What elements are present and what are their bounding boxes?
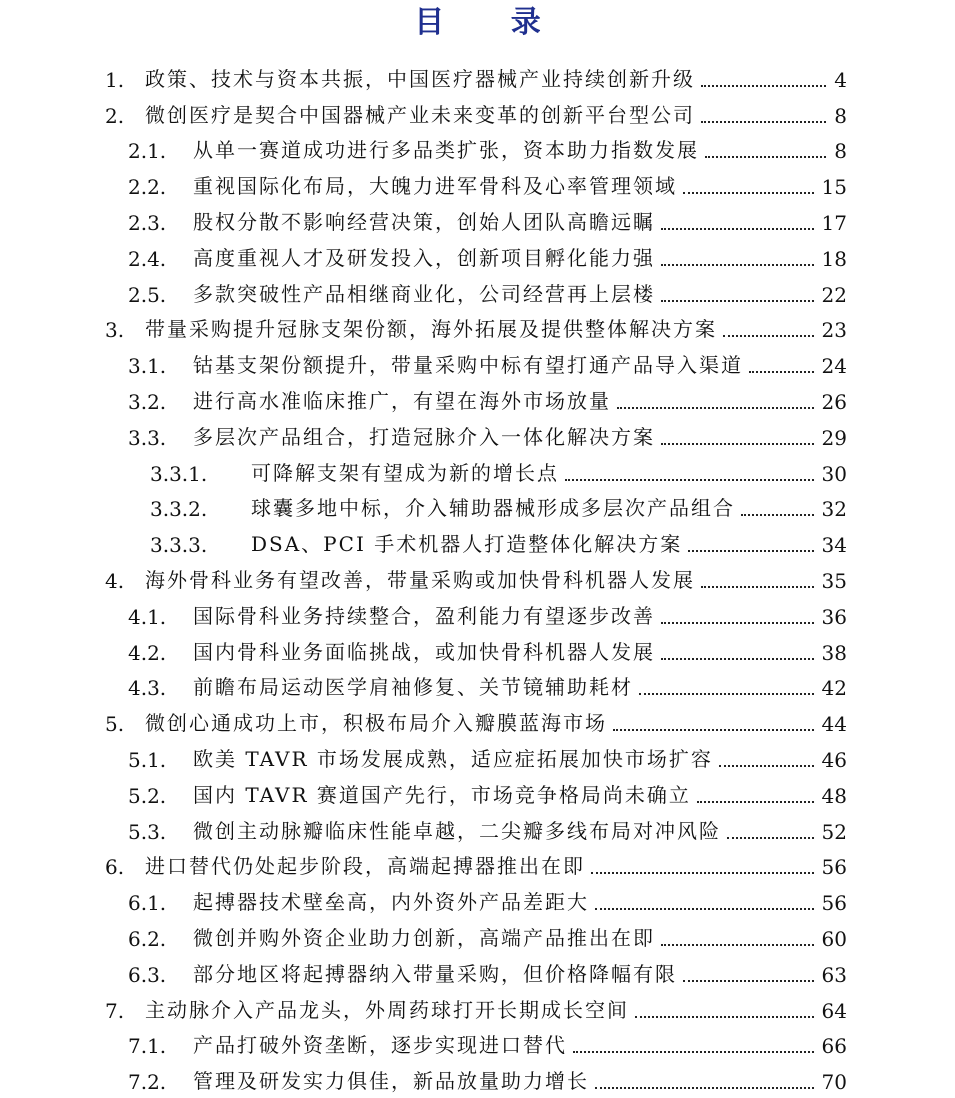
page-title: 目 录: [414, 5, 569, 40]
dot-leader: [617, 407, 814, 409]
toc-entry-number: 6.2.: [128, 926, 167, 951]
toc-entry[interactable]: [0, 1027, 955, 1063]
toc-entry-page: 35: [821, 568, 847, 593]
toc-entry-number: 7.1.: [128, 1034, 167, 1059]
toc-entry-title: 进口替代仍处起步阶段，高端起搏器推出在即: [145, 854, 585, 879]
toc-entry[interactable]: [0, 311, 955, 347]
toc-entry[interactable]: [0, 991, 955, 1027]
toc-entry-title: 微创医疗是契合中国器械产业未来变革的创新平台型公司: [145, 102, 695, 127]
toc-entry-number: 3.3.: [128, 425, 167, 450]
toc-entry-body: [193, 600, 820, 629]
toc-entry[interactable]: [0, 812, 955, 848]
toc-entry-body: [145, 994, 820, 1023]
dot-leader: [573, 1051, 814, 1053]
toc-entry-title: 多款突破性产品相继商业化，公司经营再上层楼: [193, 281, 655, 306]
toc-entry-body: [193, 170, 820, 199]
toc-entry-number: 2.4.: [128, 246, 167, 271]
toc-entry-page: 56: [821, 855, 847, 880]
toc-entry-body: [251, 457, 820, 486]
toc-entry-body: [193, 636, 820, 665]
toc-entry-number: 5.1.: [128, 747, 167, 772]
dot-leader: [683, 980, 814, 982]
toc-entry-number: 6.: [105, 855, 125, 880]
toc-entry-title: DSA、PCI 手术机器人打造整体化解决方案: [251, 532, 683, 557]
toc-entry-title: 部分地区将起搏器纳入带量采购，但价格降幅有限: [193, 961, 677, 986]
toc-entry-body: [193, 815, 820, 844]
toc-entry-page: 32: [821, 497, 847, 522]
toc-entry-page: 15: [821, 175, 847, 200]
toc-entry-body: [193, 421, 820, 450]
dot-leader: [635, 1016, 814, 1018]
toc-entry[interactable]: [0, 275, 955, 311]
toc-entry-title: 政策、技术与资本共振，中国医疗器械产业持续创新升级: [145, 66, 695, 91]
toc-entry-title: 高度重视人才及研发投入，创新项目孵化能力强: [193, 245, 655, 270]
toc-entry-body: [193, 385, 820, 414]
toc-entry-body: [193, 134, 832, 163]
toc-entry[interactable]: [0, 96, 955, 132]
toc-entry-number: 2.3.: [128, 210, 167, 235]
toc-entry-title: 主动脉介入产品龙头，外周药球打开长期成长空间: [145, 997, 629, 1022]
toc-entry-page: 70: [821, 1070, 847, 1095]
toc-entry-number: 4.3.: [128, 676, 167, 701]
toc-entry[interactable]: [0, 776, 955, 812]
dot-leader: [741, 514, 814, 516]
toc-entry[interactable]: [0, 454, 955, 490]
toc-entry-page: 24: [821, 354, 847, 379]
toc-entry-body: [193, 278, 820, 307]
toc-entry-title: 管理及研发实力俱佳，新品放量助力增长: [193, 1069, 589, 1094]
toc-entry-page: 44: [821, 712, 847, 737]
dot-leader: [688, 550, 813, 552]
toc-entry-page: 42: [821, 676, 847, 701]
toc-entry-number: 3.1.: [128, 354, 167, 379]
toc-entry-page: 66: [821, 1034, 847, 1059]
dot-leader: [719, 765, 814, 767]
toc-entry-page: 17: [821, 210, 847, 235]
toc-entry-number: 3.3.1.: [150, 461, 208, 486]
toc-entry-title: 国际骨科业务持续整合，盈利能力有望逐步改善: [193, 603, 655, 628]
toc-entry[interactable]: [0, 382, 955, 418]
toc-entry-body: [193, 779, 820, 808]
dot-leader: [705, 156, 826, 158]
toc-entry-page: 38: [821, 640, 847, 665]
toc-entry-page: 36: [821, 604, 847, 629]
toc-entry-body: [145, 313, 820, 342]
toc-entry-number: 5.2.: [128, 783, 167, 808]
toc-entry-page: 8: [834, 103, 847, 128]
toc-entry-page: 8: [834, 139, 847, 164]
toc-entry[interactable]: [0, 60, 955, 96]
dot-leader: [701, 121, 826, 123]
toc-entry-page: 4: [834, 67, 847, 92]
toc-entry[interactable]: [0, 239, 955, 275]
toc-entry[interactable]: [0, 848, 955, 884]
toc-entry-number: 1.: [105, 67, 125, 92]
toc-entry-number: 3.3.2.: [150, 497, 208, 522]
toc-entry-page: 63: [821, 962, 847, 987]
toc-entry-page: 60: [821, 926, 847, 951]
toc-entry-page: 48: [821, 783, 847, 808]
toc-entry[interactable]: [0, 525, 955, 561]
dot-leader: [661, 443, 814, 445]
toc-entry-body: [193, 206, 820, 235]
toc-entry-body: [193, 886, 820, 915]
toc-entry[interactable]: [0, 346, 955, 382]
toc-entry-page: 30: [821, 461, 847, 486]
dot-leader: [749, 371, 814, 373]
toc-entry-title: 微创主动脉瓣临床性能卓越，二尖瓣多线布局对冲风险: [193, 818, 721, 843]
toc-entry-page: 56: [821, 891, 847, 916]
toc-entry-page: 64: [821, 998, 847, 1023]
dot-leader: [595, 1087, 814, 1089]
table-of-contents: [0, 60, 955, 1098]
toc-entry[interactable]: [0, 740, 955, 776]
toc-entry-title: 钴基支架份额提升，带量采购中标有望打通产品导入渠道: [193, 353, 743, 378]
toc-entry-number: 3.: [105, 318, 125, 343]
toc-entry-body: [193, 958, 820, 987]
toc-entry-body: [145, 850, 820, 879]
toc-entry-body: [251, 528, 820, 557]
toc-entry-title: 球囊多地中标，介入辅助器械形成多层次产品组合: [251, 496, 735, 521]
toc-entry-number: 3.3.3.: [150, 533, 208, 558]
toc-entry-title: 海外骨科业务有望改善，带量采购或加快骨科机器人发展: [145, 567, 695, 592]
dot-leader: [591, 872, 814, 874]
toc-entry-page: 26: [821, 389, 847, 414]
toc-entry-page: 22: [821, 282, 847, 307]
dot-leader: [565, 479, 814, 481]
toc-entry-body: [193, 242, 820, 271]
toc-entry-title: 国内骨科业务面临挑战，或加快骨科机器人发展: [193, 639, 655, 664]
toc-entry[interactable]: [0, 490, 955, 526]
toc-entry-number: 2.5.: [128, 282, 167, 307]
dot-leader: [595, 908, 814, 910]
toc-entry-page: 34: [821, 533, 847, 558]
toc-entry-title: 从单一赛道成功进行多品类扩张，资本助力指数发展: [193, 138, 699, 163]
toc-entry[interactable]: [0, 597, 955, 633]
toc-entry[interactable]: [0, 203, 955, 239]
dot-leader: [727, 837, 814, 839]
toc-entry-number: 7.2.: [128, 1070, 167, 1095]
toc-entry[interactable]: [0, 633, 955, 669]
toc-entry-number: 2.1.: [128, 139, 167, 164]
toc-entry-number: 2.2.: [128, 175, 167, 200]
toc-entry-body: [193, 1029, 820, 1058]
dot-leader: [661, 300, 814, 302]
dot-leader: [661, 622, 814, 624]
toc-entry-number: 3.2.: [128, 389, 167, 414]
toc-entry-page: 52: [821, 819, 847, 844]
dot-leader: [661, 944, 814, 946]
toc-entry-title: 微创并购外资企业助力创新，高端产品推出在即: [193, 925, 655, 950]
toc-entry-page: 23: [821, 318, 847, 343]
toc-entry-title: 起搏器技术壁垒高，内外资外产品差距大: [193, 890, 589, 915]
toc-entry[interactable]: [0, 919, 955, 955]
dot-leader: [723, 335, 814, 337]
toc-entry-title: 带量采购提升冠脉支架份额，海外拓展及提供整体解决方案: [145, 317, 717, 342]
toc-entry-title: 微创心通成功上市，积极布局介入瓣膜蓝海市场: [145, 711, 607, 736]
toc-entry-title: 国内 TAVR 赛道国产先行，市场竞争格局尚未确立: [193, 782, 691, 807]
toc-entry-body: [193, 1065, 820, 1094]
dot-leader: [639, 693, 814, 695]
toc-entry-body: [145, 564, 820, 593]
dot-leader: [613, 729, 814, 731]
toc-entry-body: [193, 349, 820, 378]
toc-entry-number: 5.3.: [128, 819, 167, 844]
toc-entry-page: 18: [821, 246, 847, 271]
toc-entry-title: 可降解支架有望成为新的增长点: [251, 460, 559, 485]
toc-entry-title: 多层次产品组合，打造冠脉介入一体化解决方案: [193, 424, 655, 449]
toc-entry[interactable]: [0, 418, 955, 454]
toc-entry[interactable]: [0, 883, 955, 919]
toc-entry-page: 46: [821, 747, 847, 772]
toc-entry-number: 6.1.: [128, 891, 167, 916]
toc-entry-body: [193, 671, 820, 700]
dot-leader: [661, 264, 814, 266]
dot-leader: [661, 228, 814, 230]
toc-entry[interactable]: [0, 167, 955, 203]
toc-entry-title: 欧美 TAVR 市场发展成熟，适应症拓展加快市场扩容: [193, 746, 713, 771]
dot-leader: [701, 85, 826, 87]
toc-entry-body: [145, 63, 832, 92]
dot-leader: [661, 658, 814, 660]
toc-entry-title: 重视国际化布局，大魄力进军骨科及心率管理领域: [193, 174, 677, 199]
toc-entry[interactable]: [0, 704, 955, 740]
toc-entry-number: 2.: [105, 103, 125, 128]
toc-entry-title: 产品打破外资垄断，逐步实现进口替代: [193, 1033, 567, 1058]
toc-entry[interactable]: [0, 669, 955, 705]
toc-entry-page: 29: [821, 425, 847, 450]
toc-entry-title: 股权分散不影响经营决策，创始人团队高瞻远瞩: [193, 209, 655, 234]
toc-entry-body: [145, 99, 832, 128]
dot-leader: [697, 801, 814, 803]
toc-entry-number: 4.1.: [128, 604, 167, 629]
dot-leader: [683, 192, 814, 194]
dot-leader: [701, 586, 814, 588]
toc-entry-number: 4.: [105, 568, 125, 593]
toc-entry[interactable]: [0, 561, 955, 597]
toc-entry-body: [145, 707, 820, 736]
toc-entry-number: 6.3.: [128, 962, 167, 987]
toc-entry[interactable]: [0, 132, 955, 168]
toc-entry[interactable]: [0, 955, 955, 991]
toc-entry-title: 进行高水准临床推广，有望在海外市场放量: [193, 388, 611, 413]
toc-entry-number: 5.: [105, 712, 125, 737]
toc-entry-number: 4.2.: [128, 640, 167, 665]
toc-entry-title: 前瞻布局运动医学肩袖修复、关节镜辅助耗材: [193, 675, 633, 700]
toc-entry-body: [193, 743, 820, 772]
toc-entry-body: [251, 492, 820, 521]
toc-entry-body: [193, 922, 820, 951]
toc-entry-number: 7.: [105, 998, 125, 1023]
